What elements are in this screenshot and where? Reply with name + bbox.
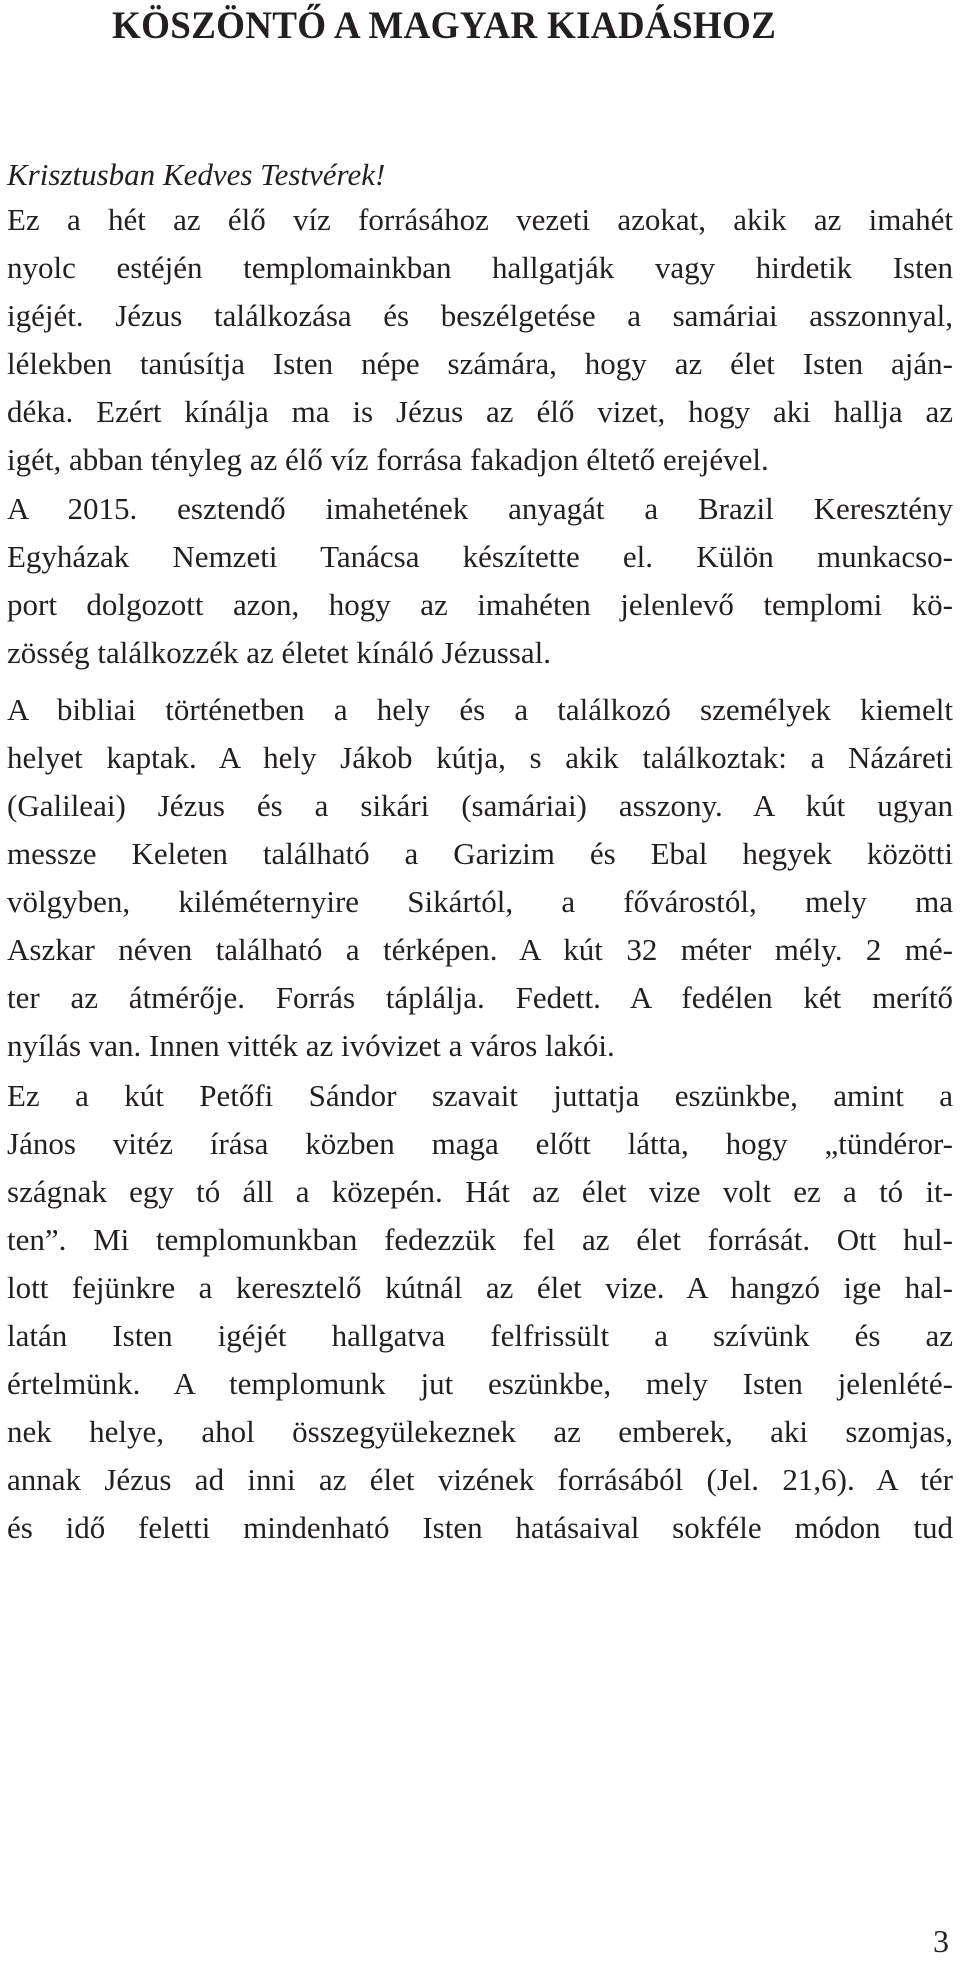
text-line: Ez a hét az élő víz forrásához vezeti azokat, akik az imahét: [7, 202, 953, 237]
text-line: messze Keleten található a Garizim és Ebal hegyek közötti: [7, 836, 953, 871]
text-line: annak Jézus ad inni az élet vizének forrásából (Jel. 21,6). A tér: [7, 1462, 953, 1497]
text-line: és idő feletti mindenható Isten hatásaival sokféle módon tud: [7, 1510, 953, 1545]
paragraph-4: [7, 1072, 953, 1552]
text-line: értelmünk. A templomunk jut eszünkbe, mely Isten jelenlété-: [7, 1366, 953, 1401]
paragraph-1: [7, 196, 953, 484]
text-line: Aszkar néven található a térképen. A kút 32 méter mély. 2 mé-: [7, 932, 953, 967]
text-line: Ez a kút Petőfi Sándor szavait juttatja eszünkbe, amint a: [7, 1078, 953, 1113]
text-line: ter az átmérője. Forrás táplálja. Fedett. A fedélen két merítő: [7, 980, 953, 1015]
text-line: igét, abban tényleg az élő víz forrása fakadjon éltető erejével.: [7, 442, 769, 477]
text-line: nyílás van. Innen vitték az ivóvizet a város lakói.: [7, 1028, 615, 1063]
text-line: lott fejünkre a keresztelő kútnál az élet vize. A hangzó ige hal-: [7, 1270, 953, 1305]
text-line: (Galileai) Jézus és a sikári (samáriai) asszony. A kút ugyan: [7, 788, 953, 823]
text-line: János vitéz írása közben maga előtt látta, hogy „tündéror-: [7, 1126, 953, 1161]
text-line: igéjét. Jézus találkozása és beszélgetése a samáriai asszonnyal,: [7, 298, 953, 333]
text-line: latán Isten igéjét hallgatva felfrissült a szívünk és az: [7, 1318, 953, 1353]
text-line: nyolc estéjén templomainkban hallgatják vagy hirdetik Isten: [7, 250, 953, 285]
document-page: [7, 0, 953, 1979]
paragraph-3: [7, 686, 953, 1070]
paragraph-2: [7, 485, 953, 677]
greeting: Krisztusban Kedves Testvérek!: [7, 157, 386, 192]
text-line: A bibliai történetben a hely és a találkozó személyek kiemelt: [7, 692, 953, 727]
text-line: A 2015. esztendő imahetének anyagát a Brazil Keresztény: [7, 491, 953, 526]
text-line: déka. Ezért kínálja ma is Jézus az élő vizet, hogy aki hallja az: [7, 394, 953, 429]
text-line: helyet kaptak. A hely Jákob kútja, s akik találkoztak: a Názáreti: [7, 740, 953, 775]
text-line: völgyben, kiléméternyire Sikártól, a fővárostól, mely ma: [7, 884, 953, 919]
page-number: 3: [933, 1923, 949, 1959]
text-line: ten”. Mi templomunkban fedezzük fel az élet forrását. Ott hul-: [7, 1222, 953, 1257]
text-line: Egyházak Nemzeti Tanácsa készítette el. Külön munkacso-: [7, 539, 953, 574]
text-line: nek helye, ahol összegyülekeznek az emberek, aki szomjas,: [7, 1414, 953, 1449]
text-line: szágnak egy tó áll a közepén. Hát az élet vize volt ez a tó it-: [7, 1174, 953, 1209]
text-line: zösség találkozzék az életet kínáló Jézussal.: [7, 635, 551, 670]
page-title: KÖSZÖNTŐ A MAGYAR KIADÁSHOZ: [112, 4, 777, 47]
text-line: port dolgozott azon, hogy az imahéten jelenlevő templomi kö-: [7, 587, 953, 622]
text-line: lélekben tanúsítja Isten népe számára, hogy az élet Isten aján-: [7, 346, 953, 381]
